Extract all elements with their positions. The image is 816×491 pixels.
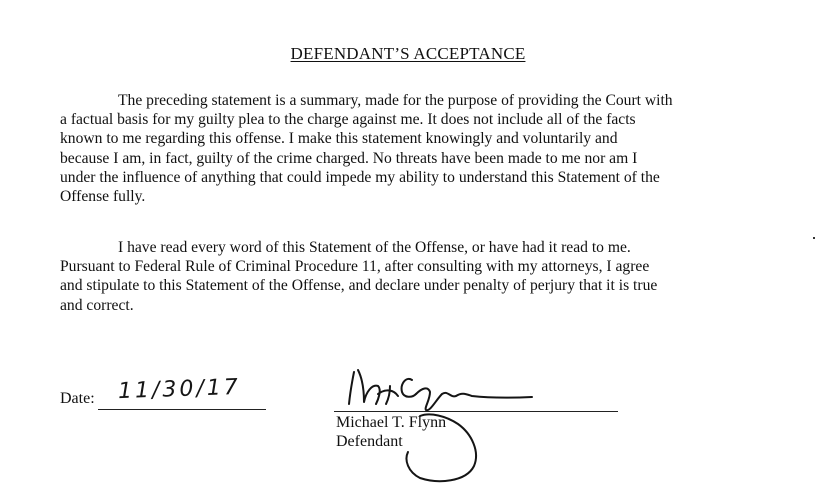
signer-title: Defendant xyxy=(336,433,403,450)
paragraph-line: and correct. xyxy=(60,296,134,314)
paragraph-line: Offense fully. xyxy=(60,188,146,206)
paragraph-line: Pursuant to Federal Rule of Criminal Procedure 11, after consulting with my attorneys, I agree xyxy=(60,258,650,276)
signer-name: Michael T. Flynn xyxy=(336,414,447,431)
stipulation-paragraph xyxy=(60,238,780,315)
paragraph-line: under the influence of anything that could impede my ability to understand this Statement of the xyxy=(60,168,660,186)
paragraph-line: because I am, in fact, guilty of the crime charged. No threats have been made to me nor am I xyxy=(60,149,638,167)
handwritten-date: 11/30/17 xyxy=(117,374,242,405)
paragraph-line: and stipulate to this Statement of the Offense, and declare under penalty of perjury that it is true xyxy=(60,277,658,295)
heading-text: DEFENDANT’S ACCEPTANCE xyxy=(290,44,526,63)
date-underline xyxy=(98,409,266,410)
scan-speck xyxy=(813,237,815,239)
paragraph-line: I have read every word of this Statement of the Offense, or have had it read to me. xyxy=(118,239,631,256)
document-heading xyxy=(0,44,816,64)
date-label: Date: xyxy=(60,390,95,407)
paragraph-line: The preceding statement is a summary, made for the purpose of providing the Court with xyxy=(118,92,673,109)
paragraph-line: a factual basis for my guilty plea to the charge against me. It does not include all of the facts xyxy=(60,111,636,129)
signature-line xyxy=(334,411,618,412)
acceptance-paragraph xyxy=(60,91,780,206)
paragraph-line: known to me regarding this offense. I make this statement knowingly and voluntarily and xyxy=(60,130,618,148)
